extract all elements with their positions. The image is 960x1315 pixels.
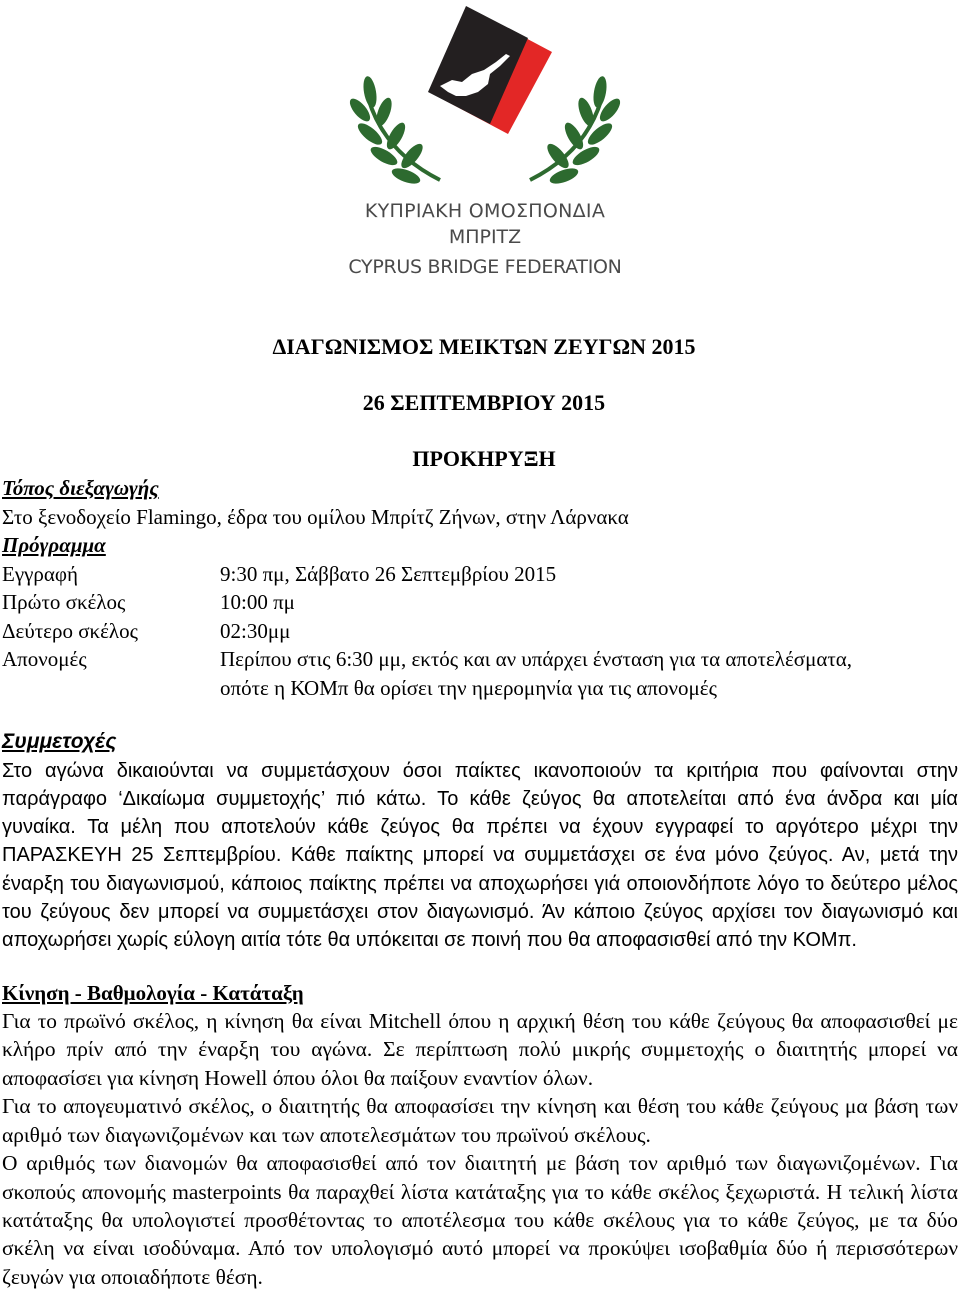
program-value: 10:00 πμ [220,590,295,614]
logo-text-greek: ΚΥΠΡΙΑΚΗ ΟΜΟΣΠΟΝΔΙΑ [364,200,606,222]
program-heading: Πρόγραμμα [2,533,106,557]
document-body [2,474,958,1291]
participation-heading: Συμμετοχές [2,730,117,753]
announcement-title: ΠΡΟΚΗΡΥΞΗ [412,446,556,471]
program-label: Δεύτερο σκέλος [2,618,138,643]
program-value: Περίπου στις 6:30 μμ, εκτός και αν υπάρχει ένσταση για τα αποτελέσματα, [220,647,853,671]
program-row [2,645,958,702]
tournament-title: ΔΙΑΓΩΝΙΣΜΟΣ ΜΕΙΚΤΩΝ ΖΕΥΓΩΝ 2015 [272,334,696,359]
right-laurel-icon [530,75,624,187]
logo-emblem [340,0,630,200]
logo-text-english: CYPRUS BRIDGE FEDERATION [348,256,622,278]
movement-heading: Κίνηση - Βαθμολογία - Κατάταξη [2,980,304,1005]
participation-text: Στο αγώνα δικαιούνται να συμμετάσχουν όσοι παίκτες ικανοποιούν τα κριτήρια που φαίνονται στην παράγραφο ‘Δικαίωμα συμμετοχής’ πιό κάτω. Το κάθε ζεύγος θα αποτελείται από ένα άνδρα και μία γυναίκα. Τα μέλη που αποτελούν κάθε ζεύγος θα πρέπει να έχουν εγγραφεί το αργότερο μέχρι την ΠΑΡΑΣΚΕΥΗ 25 Σεπτεμβρίου. Κάθε παίκτης μπορεί να συμμετάσχει σε ένα μόνο ζεύγος. Αν, μετά την έναρξη του διαγωνισμού, κάποιος παίκτης πρέπει να αποχωρήσει γιά οποιονδήποτε λόγο το δεύτερο μέλος του ζεύγους δεν μπορεί να συμμετάσχει στον διαγωνισμό. Άν κάποιο ζεύγος αρχίσει τον διαγωνισμό και αποχωρήσει χωρίς εύλογη αιτία τότε θα υπόκειται σε ποινή που θα αποφασισθεί από την ΚΟΜπ. [2,759,958,952]
tournament-date: 26 ΣΕΠΤΕΜΒΡΙΟΥ 2015 [362,390,606,415]
program-value: 02:30μμ [220,618,291,643]
program-row [2,617,958,646]
venue-heading: Τόπος διεξαγωγής [2,476,159,500]
movement-paragraph-1: Για το πρωϊνό σκέλος, η κίνηση θα είναι Mitchell όπου η αρχική θέση του κάθε ζεύγους θα αποφασισθεί με κλήρο πρίν από την έναρξη του αγώνα. Σε περίπτωση πολύ μικρής συμμετοχής ο διαιτητής μπορεί να αποφασίσει για κίνηση Howell όπου όλοι θα παίξουν εναντίον όλων. [2,1009,958,1090]
program-table [2,560,958,703]
program-value: 9:30 πμ, Σάββατο 26 Σεπτεμβρίου 2015 [220,561,557,586]
movement-paragraph-2: Για το απογευματινό σκέλος, ο διαιτητής θα αποφασίσει την κίνηση και θέση του κάθε ζεύγους μα βάση των αριθμό των διαγωνιζομένων και των αποτελεσμάτων του πρωϊνού σκέλους. [2,1094,958,1147]
left-laurel-icon [346,75,440,187]
federation-logo [340,0,630,290]
program-row [2,588,958,617]
program-row [2,560,958,589]
logo-text-bridge: ΜΠΡΙΤΖ [448,226,522,248]
venue-text: Στο ξενοδοχείο Flamingo, έδρα του ομίλου Μπρίτζ Ζήνων, στην Λάρνακα [2,504,629,529]
movement-paragraph-3: Ο αριθμός των διανομών θα αποφασισθεί από τον διαιτητή με βάση τον αριθμό των διαγωνιζομένων. Για σκοπούς απονομής masterpoints θα παραχθεί λίστα κατάταξης για το κάθε σκέλος ξεχωριστά. Η τελική λίστα κατάταξης θα υπολογιστεί προσθέτοντας το αποτέλεσμα του κάθε σκέλους για το κάθε ζεύγος, με τα δύο σκέλη να είναι ισοδύναμα. Από τον υπολογισμό αυτό μπορεί να προκύψει ισοβαθμία δύο ή περισσότερων ζευγών για οποιαδήποτε θέση. [2,1151,958,1289]
program-label: Εγγραφή [2,561,78,586]
program-label: Πρώτο σκέλος [2,590,126,614]
program-value-cont: οπότε η ΚΟΜπ θα ορίσει την ημερομηνία για τις απονομές [220,675,717,700]
program-label: Απονομές [2,647,87,671]
program-value-block [220,645,958,702]
